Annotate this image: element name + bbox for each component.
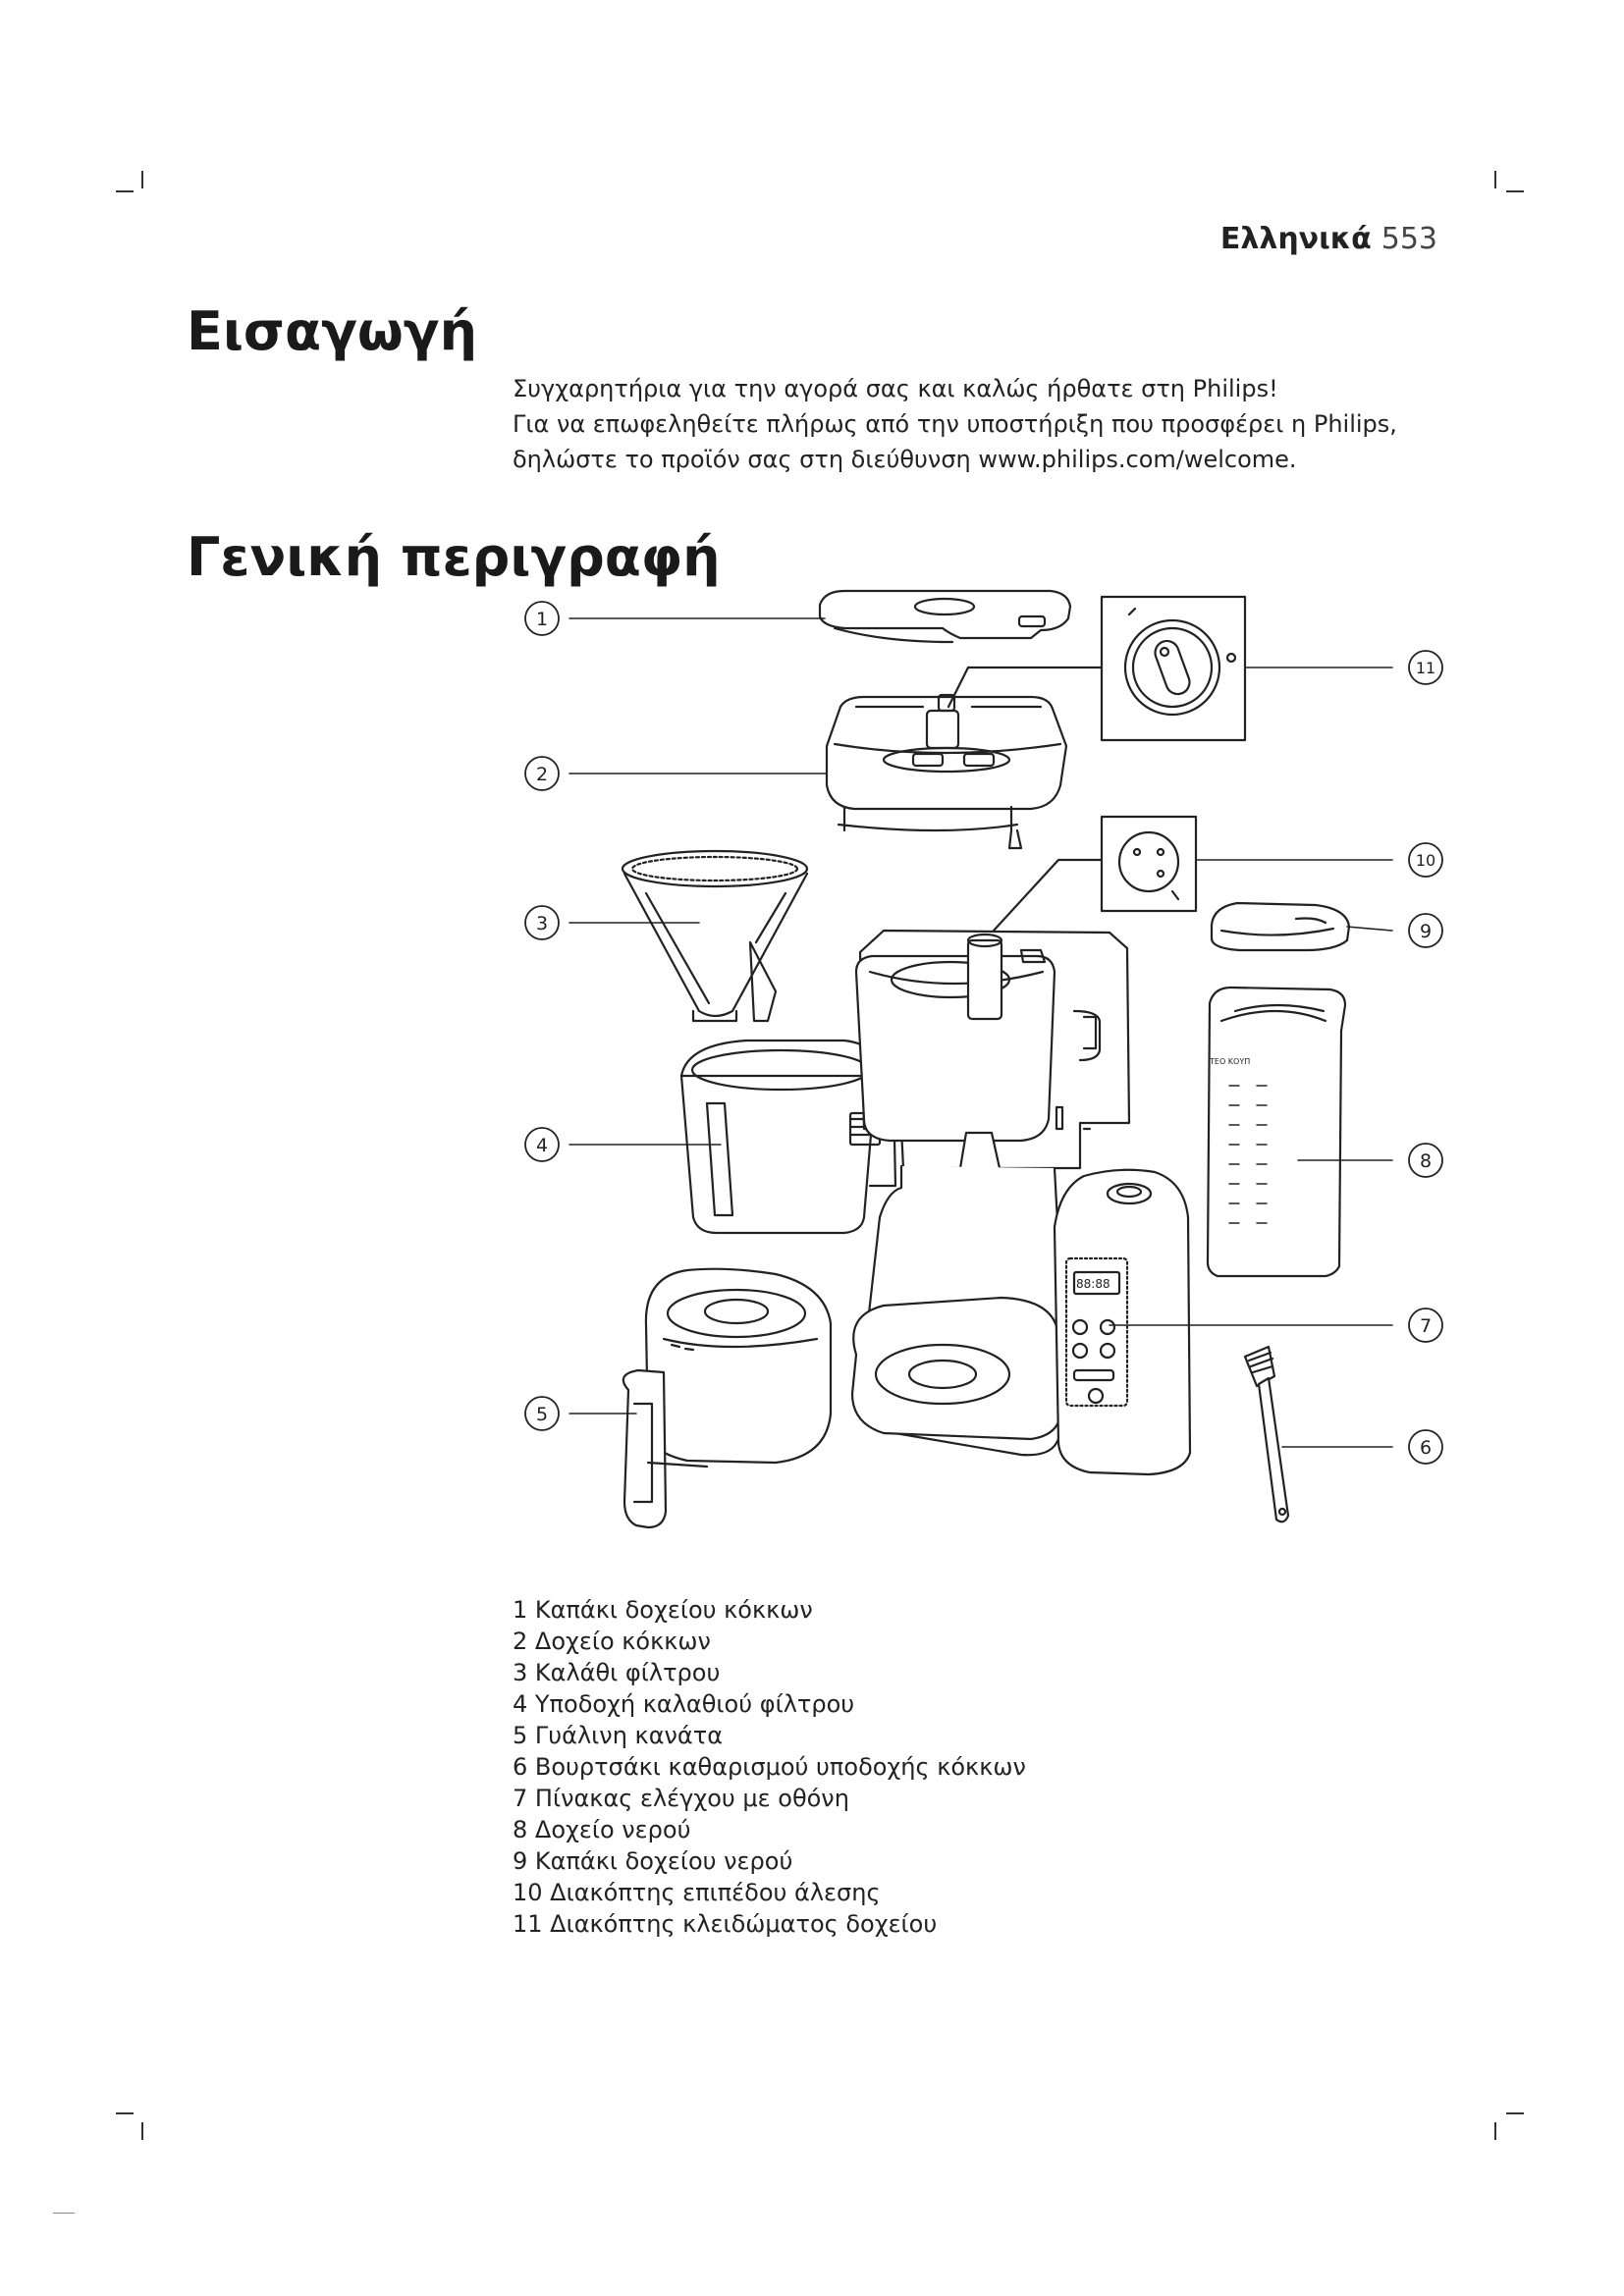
svg-text:TEO ΚΟΥΠ: TEO ΚΟΥΠ (1210, 1057, 1251, 1066)
bean-container-lid (820, 591, 1070, 642)
parts-list-item: 1 Καπάκι δοχείου κόκκων (513, 1596, 813, 1624)
callout-6: 6 (1419, 1437, 1433, 1459)
crop-mark-bottom-left-v (141, 2122, 143, 2140)
parts-list-item: 9 Καπάκι δοχείου νερού (513, 1847, 793, 1875)
parts-list (513, 1594, 1026, 1940)
callout-2: 2 (535, 764, 549, 785)
bean-container (827, 695, 1066, 848)
callout-5: 5 (535, 1404, 549, 1425)
callout-4: 4 (535, 1135, 549, 1156)
callout-8: 8 (1419, 1150, 1433, 1172)
callout-7: 7 (1419, 1315, 1433, 1337)
callout-9: 9 (1419, 921, 1433, 942)
callout-3: 3 (535, 913, 549, 934)
parts-list-item: 5 Γυάλινη κανάτα (513, 1722, 724, 1749)
grind-level-inset (994, 817, 1196, 931)
cleaning-brush (1245, 1347, 1288, 1522)
intro-line-3: δηλώστε το προϊόν σας στη διεύθυνση www.philips.com/welcome. (513, 446, 1297, 473)
parts-list-item: 4 Υποδοχή καλαθιού φίλτρου (513, 1690, 855, 1718)
intro-heading: Εισαγωγή (187, 300, 478, 362)
parts-list-item: 8 Δοχείο νερού (513, 1816, 691, 1843)
scan-mark (53, 2213, 75, 2214)
parts-list-item: 10 Διακόπτης επιπέδου άλεσης (513, 1879, 881, 1906)
page-number: 553 (1380, 222, 1437, 256)
crop-mark-bottom-left-h (116, 2112, 134, 2114)
parts-list-item: 3 Καλάθι φίλτρου (513, 1659, 721, 1686)
parts-list-item: 6 Βουρτσάκι καθαρισμού υποδοχής κόκκων (513, 1753, 1026, 1781)
glass-jug (623, 1269, 831, 1527)
parts-list-item: 11 Διακόπτης κλειδώματος δοχείου (513, 1910, 938, 1938)
parts-list-item: 7 Πίνακας ελέγχου με οθόνη (513, 1785, 849, 1812)
parts-list-item: 2 Δοχείο κόκκων (513, 1628, 711, 1655)
callout-10: 10 (1415, 851, 1436, 870)
svg-text:88:88: 88:88 (1076, 1277, 1110, 1291)
overview-heading: Γενική περιγραφή (187, 526, 721, 588)
water-tank (1208, 988, 1345, 1276)
intro-line-2: Για να επωφεληθείτε πλήρως από την υποστήριξη που προσφέρει η Philips, (513, 410, 1397, 438)
crop-mark-bottom-right-h (1506, 2112, 1524, 2114)
water-tank-lid (1212, 903, 1349, 950)
language-label: Ελληνικά (1219, 222, 1372, 256)
callout-1: 1 (535, 609, 549, 630)
filter-basket (623, 851, 807, 1021)
callout-11: 11 (1415, 659, 1436, 677)
intro-line-1: Συγχαρητήρια για την αγορά σας και καλώς ήρθατε στη Philips! (513, 375, 1278, 402)
coffee-machine-body (852, 931, 1190, 1474)
crop-mark-bottom-right-v (1494, 2122, 1496, 2140)
